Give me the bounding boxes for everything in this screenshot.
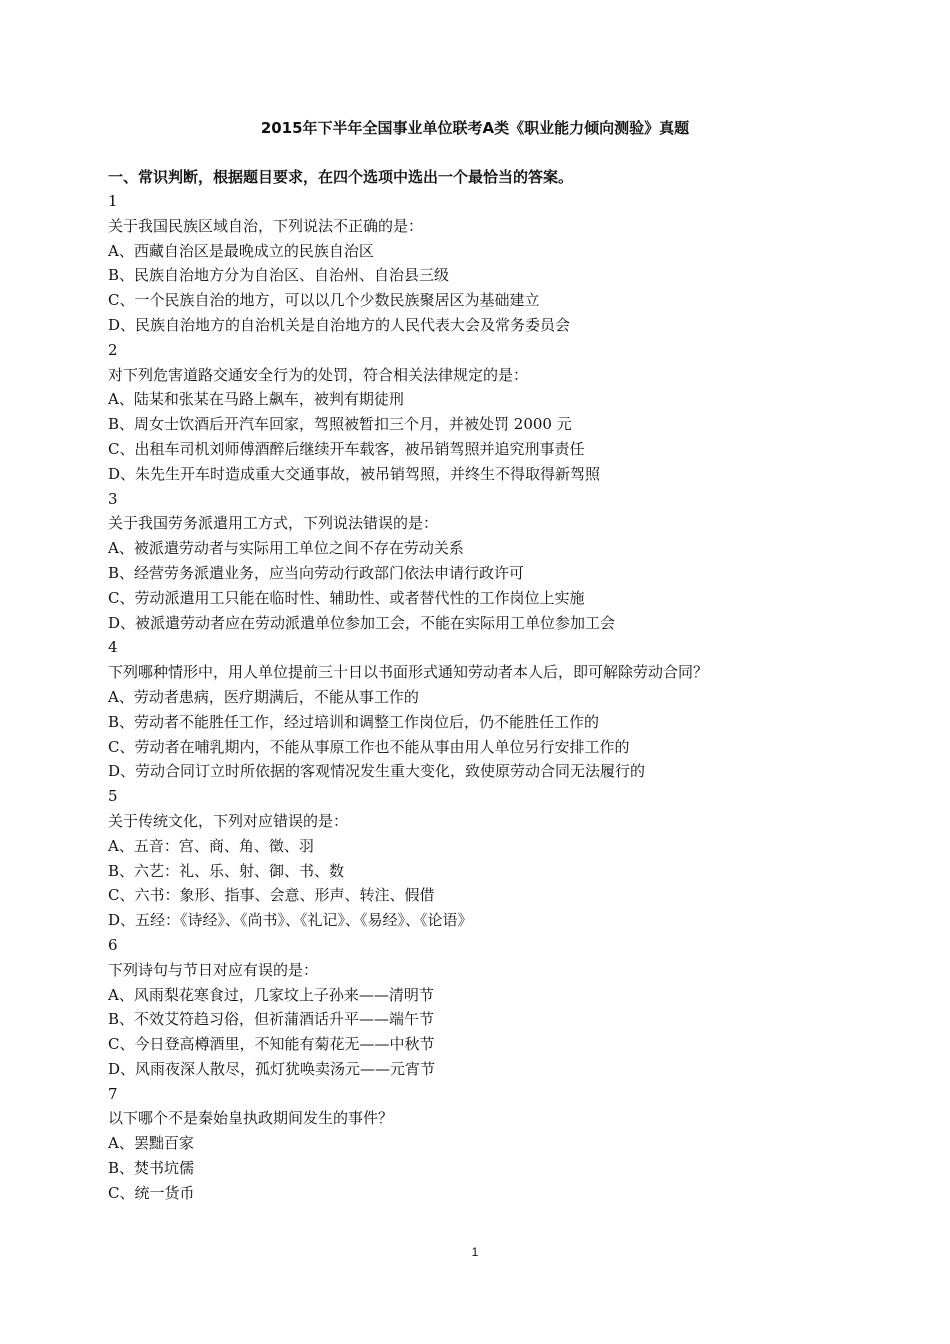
document-title: 2015年下半年全国事业单位联考A类《职业能力倾向测验》真题 (260, 119, 690, 137)
question-option: D、被派遣劳动者应在劳动派遣单位参加工会，不能在实际用工单位参加工会 (108, 613, 616, 632)
question-stem: 关于我国劳务派遣用工方式，下列说法错误的是： (108, 514, 439, 533)
question-option: A、西藏自治区是最晚成立的民族自治区 (108, 241, 374, 260)
question-number: 3 (108, 489, 118, 508)
question-stem: 下列哪种情形中，用人单位提前三十日以书面形式通知劳动者本人后，即可解除劳动合同？ (108, 663, 709, 682)
question-option: C、今日登高樽酒里，不知能有菊花无——中秋节 (108, 1035, 435, 1054)
question-number: 2 (108, 340, 118, 359)
question-option: B、焚书坑儒 (108, 1159, 195, 1178)
question-stem: 以下哪个不是秦始皇执政期间发生的事件？ (108, 1109, 394, 1128)
question-stem: 下列诗句与节日对应有误的是： (108, 960, 319, 979)
question-stem: 关于我国民族区域自治，下列说法不正确的是： (108, 216, 424, 235)
question-number: 4 (108, 638, 118, 657)
question-option: A、五音：宫、商、角、徵、羽 (108, 836, 314, 855)
section-heading: 一、常识判断，根据题目要求，在四个选项中选出一个最恰当的答案。 (108, 168, 574, 186)
question-option: A、劳动者患病，医疗期满后，不能从事工作的 (108, 687, 419, 706)
question-option: C、一个民族自治的地方，可以以几个少数民族聚居区为基础建立 (108, 291, 540, 310)
question-number: 6 (108, 935, 118, 954)
question-option: D、风雨夜深人散尽，孤灯犹唤卖汤元——元宵节 (108, 1059, 436, 1078)
question-number: 7 (108, 1084, 118, 1103)
question-option: B、民族自治地方分为自治区、自治州、自治县三级 (108, 266, 450, 285)
question-option: C、出租车司机刘师傅酒醉后继续开车载客，被吊销驾照并追究刑事责任 (108, 439, 585, 458)
question-number: 1 (108, 192, 118, 210)
question-option: D、劳动合同订立时所依据的客观情况发生重大变化，致使原劳动合同无法履行的 (108, 762, 646, 781)
questions-body (108, 189, 888, 1206)
question-option: D、五经：《诗经》、《尚书》、《礼记》、《易经》、《论语》 (108, 911, 473, 930)
question-option: A、被派遣劳动者与实际用工单位之间不存在劳动关系 (108, 539, 464, 558)
question-option: B、不效艾符趋习俗，但祈蒲酒话升平——端午节 (108, 1010, 435, 1029)
page-number: 1 (471, 1245, 479, 1259)
question-option: B、六艺：礼、乐、射、御、书、数 (108, 861, 345, 880)
question-option: C、统一货币 (108, 1183, 195, 1202)
question-number: 5 (108, 787, 118, 806)
question-option: C、六书：象形、指事、会意、形声、转注、假借 (108, 886, 435, 905)
question-option: C、劳动者在哺乳期内，不能从事原工作也不能从事由用人单位另行安排工作的 (108, 737, 630, 756)
question-option: B、经营劳务派遣业务，应当向劳动行政部门依法申请行政许可 (108, 563, 525, 582)
question-stem: 对下列危害道路交通安全行为的处罚，符合相关法律规定的是： (108, 365, 529, 384)
question-option: B、劳动者不能胜任工作，经过培训和调整工作岗位后，仍不能胜任工作的 (108, 712, 600, 731)
question-stem: 关于传统文化，下列对应错误的是： (108, 811, 349, 830)
question-option: A、罢黜百家 (108, 1134, 194, 1153)
question-option: B、周女士饮酒后开汽车回家，驾照被暂扣三个月，并被处罚 2000 元 (108, 415, 572, 434)
question-option: D、民族自治地方的自治机关是自治地方的人民代表大会及常务委员会 (108, 315, 571, 334)
question-option: C、劳动派遣用工只能在临时性、辅助性、或者替代性的工作岗位上实施 (108, 588, 585, 607)
question-option: A、风雨梨花寒食过，几家坟上子孙来——清明节 (108, 985, 434, 1004)
question-option: D、朱先生开车时造成重大交通事故，被吊销驾照，并终生不得取得新驾照 (108, 464, 601, 483)
question-option: A、陆某和张某在马路上飙车，被判有期徒刑 (108, 390, 404, 409)
